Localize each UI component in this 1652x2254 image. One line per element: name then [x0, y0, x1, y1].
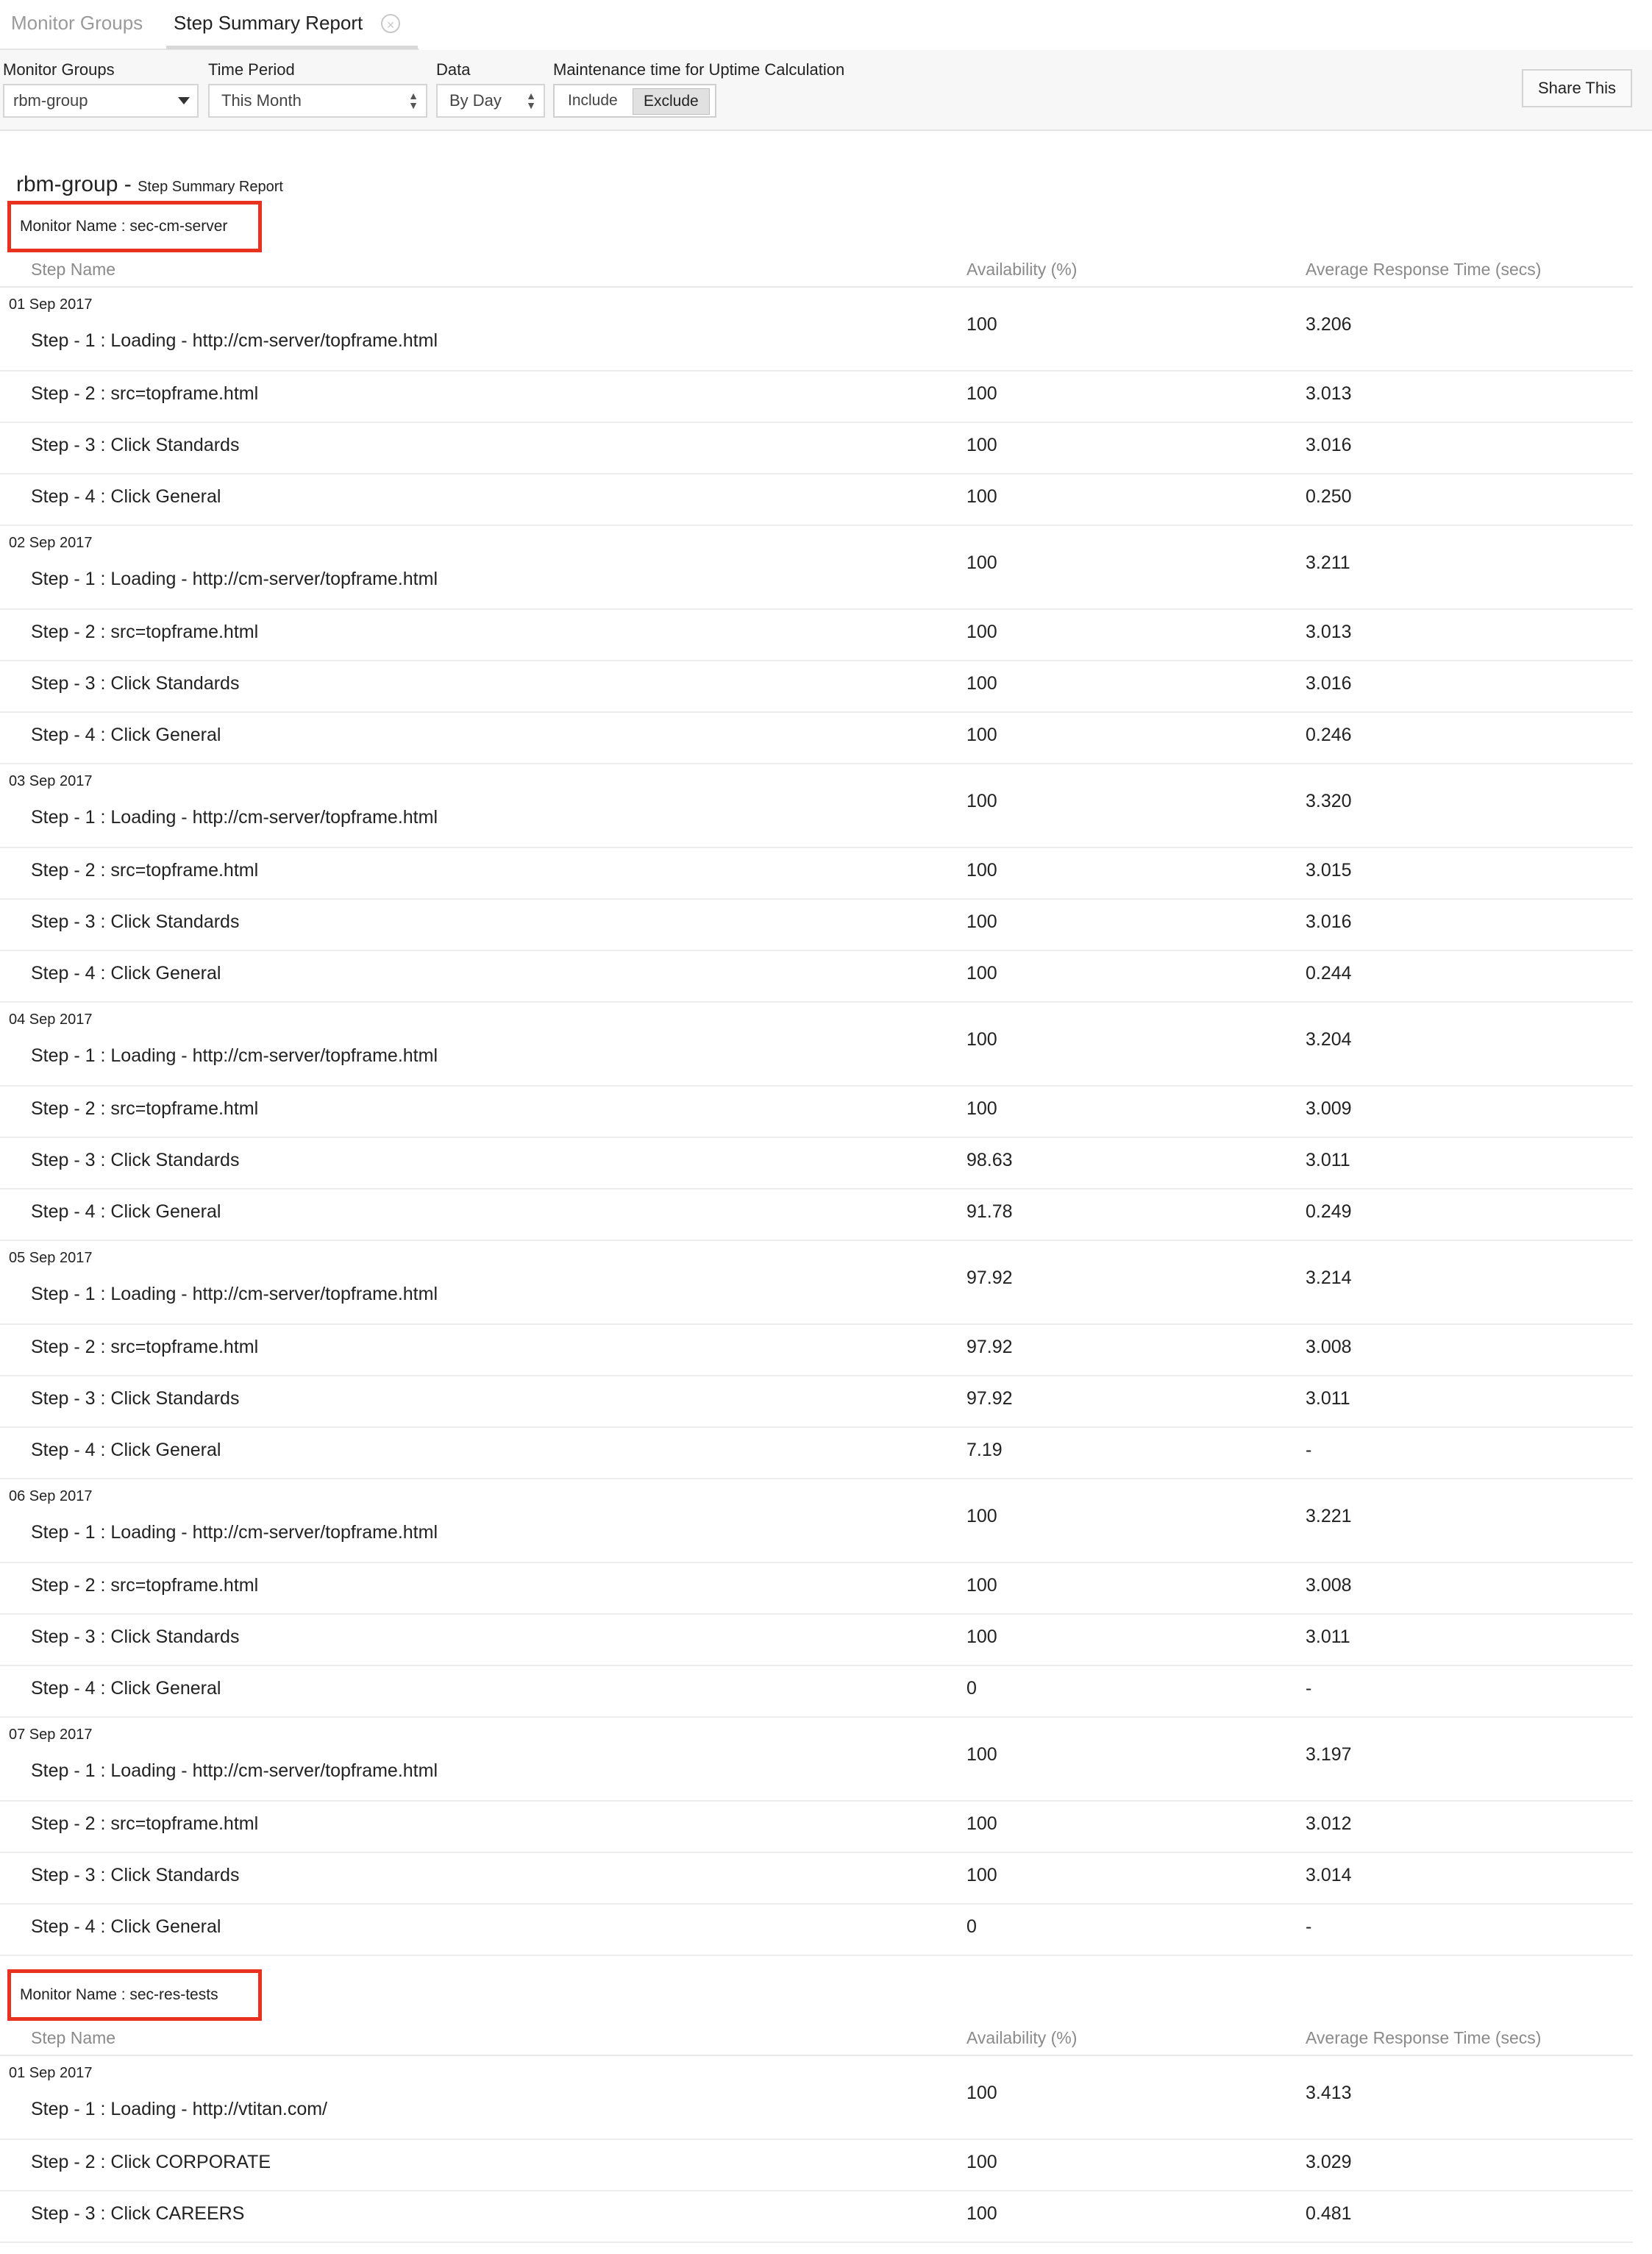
step-name: Step - 2 : src=topframe.html [31, 860, 259, 881]
time-period-select[interactable] [208, 84, 427, 118]
row-date: 04 Sep 2017 [9, 1012, 93, 1028]
step-name: Step - 1 : Loading - http://cm-server/topframe.html [31, 330, 438, 351]
table-row [0, 1323, 1633, 1376]
table-row [0, 286, 1633, 371]
response-time-value: 3.013 [1306, 622, 1352, 642]
monitor-groups-label: Monitor Groups [3, 60, 115, 79]
step-name: Step - 3 : Click Standards [31, 1150, 240, 1170]
availability-value: 0 [966, 1916, 977, 1937]
response-time-value: 0.244 [1306, 963, 1352, 984]
response-time-value: - [1306, 1440, 1312, 1460]
availability-value: 97.92 [966, 1388, 1013, 1409]
table-row [0, 1085, 1633, 1138]
table-row [0, 473, 1633, 526]
response-time-value: 3.029 [1306, 2152, 1352, 2172]
step-name: Step - 4 : Click General [31, 1678, 221, 1699]
report-group-name: rbm-group [16, 172, 118, 196]
step-name: Step - 2 : src=topframe.html [31, 383, 259, 404]
availability-value: 100 [966, 963, 997, 984]
column-header-step-name[interactable]: Step Name [31, 260, 116, 279]
table-row [0, 1426, 1633, 1479]
response-time-value: 3.011 [1306, 1388, 1350, 1409]
column-header-availability[interactable]: Availability (%) [966, 2028, 1078, 2047]
table-row [0, 1800, 1633, 1853]
column-header-response-time[interactable]: Average Response Time (secs) [1306, 2028, 1542, 2047]
step-name: Step - 1 : Loading - http://cm-server/topframe.html [31, 1284, 438, 1304]
response-time-value: 0.249 [1306, 1201, 1352, 1222]
response-time-value: - [1306, 1916, 1312, 1937]
table-row [0, 608, 1633, 661]
row-date: 01 Sep 2017 [9, 296, 93, 313]
availability-value: 7.19 [966, 1440, 1003, 1460]
table-row [0, 898, 1633, 951]
availability-value: 100 [966, 1098, 997, 1119]
column-header-availability[interactable]: Availability (%) [966, 260, 1078, 279]
availability-value: 100 [966, 725, 997, 745]
response-time-value: 3.016 [1306, 911, 1352, 932]
table-row [0, 2055, 1633, 2140]
response-time-value: 3.008 [1306, 1337, 1352, 1357]
table-row [0, 847, 1633, 900]
time-period-value: This Month [221, 91, 302, 110]
response-time-value: 3.206 [1306, 314, 1352, 335]
table-row [0, 2139, 1633, 2191]
availability-value: 100 [966, 1626, 997, 1647]
response-time-value: 3.197 [1306, 1744, 1352, 1765]
availability-value: 100 [966, 673, 997, 694]
table-row [0, 1188, 1633, 1241]
column-header-response-time[interactable]: Average Response Time (secs) [1306, 260, 1542, 279]
exclude-option[interactable]: Exclude [633, 88, 710, 115]
response-time-value: 0.246 [1306, 725, 1352, 745]
response-time-value: 0.250 [1306, 486, 1352, 507]
availability-value: 100 [966, 435, 997, 455]
response-time-value: 3.016 [1306, 673, 1352, 694]
response-time-value: 3.008 [1306, 1575, 1352, 1596]
response-time-value: 3.009 [1306, 1098, 1352, 1119]
availability-value: 100 [966, 552, 997, 573]
step-name: Step - 4 : Click General [31, 1440, 221, 1460]
step-name: Step - 2 : src=topframe.html [31, 622, 259, 642]
monitor-name-label: Monitor Name : sec-res-tests [20, 1986, 218, 2003]
step-name: Step - 1 : Loading - http://cm-server/topframe.html [31, 1760, 438, 1781]
availability-value: 100 [966, 791, 997, 811]
response-time-value: 3.015 [1306, 860, 1352, 881]
availability-value: 100 [966, 860, 997, 881]
table-row [0, 711, 1633, 764]
table-row [0, 1903, 1633, 1956]
step-name: Step - 2 : src=topframe.html [31, 1098, 259, 1119]
response-time-value: 3.214 [1306, 1268, 1352, 1288]
table-row [0, 1665, 1633, 1718]
step-name: Step - 3 : Click Standards [31, 1865, 240, 1885]
step-name: Step - 3 : Click CAREERS [31, 2203, 245, 2224]
step-name: Step - 3 : Click Standards [31, 435, 240, 455]
response-time-value: 3.011 [1306, 1150, 1350, 1170]
step-name: Step - 3 : Click Standards [31, 673, 240, 694]
response-time-value: 3.320 [1306, 791, 1352, 811]
report-subtitle: Step Summary Report [138, 179, 283, 195]
response-time-value: 3.413 [1306, 2083, 1352, 2103]
response-time-value: 3.204 [1306, 1029, 1352, 1050]
step-name: Step - 4 : Click General [31, 1201, 221, 1222]
step-name: Step - 4 : Click General [31, 1916, 221, 1937]
maintenance-toggle [553, 84, 716, 118]
availability-value: 100 [966, 314, 997, 335]
availability-value: 100 [966, 1575, 997, 1596]
step-name: Step - 3 : Click Standards [31, 1626, 240, 1647]
close-tab-icon[interactable]: × [381, 14, 400, 33]
availability-value: 98.63 [966, 1150, 1013, 1170]
column-header-step-name[interactable]: Step Name [31, 2028, 116, 2047]
table-row [0, 660, 1633, 713]
step-name: Step - 2 : src=topframe.html [31, 1575, 259, 1596]
step-name: Step - 2 : src=topframe.html [31, 1337, 259, 1357]
step-name: Step - 4 : Click General [31, 725, 221, 745]
step-name: Step - 1 : Loading - http://cm-server/topframe.html [31, 1522, 438, 1543]
table-row [0, 763, 1633, 848]
table-header [0, 252, 1633, 288]
row-date: 02 Sep 2017 [9, 535, 93, 551]
table-row [0, 422, 1633, 474]
data-value: By Day [449, 91, 502, 110]
table-row [0, 2190, 1633, 2243]
table-row [0, 1137, 1633, 1190]
step-name: Step - 1 : Loading - http://cm-server/topframe.html [31, 1045, 438, 1066]
availability-value: 97.92 [966, 1268, 1013, 1288]
up-down-arrows-icon: ▲ ▼ [408, 90, 419, 111]
row-date: 03 Sep 2017 [9, 773, 93, 789]
step-name: Step - 1 : Loading - http://cm-server/topframe.html [31, 807, 438, 828]
availability-value: 100 [966, 622, 997, 642]
report-title [16, 172, 283, 197]
availability-value: 100 [966, 2152, 997, 2172]
tab-step-summary-report[interactable]: Step Summary Report [174, 12, 363, 34]
step-name: Step - 4 : Click General [31, 963, 221, 984]
title-separator: - [118, 172, 138, 196]
availability-value: 100 [966, 1813, 997, 1834]
include-option[interactable]: Include [568, 92, 618, 109]
table-row [0, 1478, 1633, 1563]
time-period-label: Time Period [208, 60, 295, 79]
filter-bar [0, 50, 1652, 131]
tab-monitor-groups[interactable]: Monitor Groups [11, 12, 143, 34]
availability-value: 100 [966, 911, 997, 932]
row-date: 05 Sep 2017 [9, 1250, 93, 1266]
availability-value: 97.92 [966, 1337, 1013, 1357]
step-name: Step - 3 : Click Standards [31, 911, 240, 932]
availability-value: 100 [966, 1506, 997, 1526]
response-time-value: 3.012 [1306, 1813, 1352, 1834]
availability-value: 91.78 [966, 1201, 1013, 1222]
maintenance-label: Maintenance time for Uptime Calculation [553, 60, 845, 79]
response-time-value: 3.211 [1306, 552, 1350, 573]
step-name: Step - 2 : src=topframe.html [31, 1813, 259, 1834]
availability-value: 100 [966, 2203, 997, 2224]
response-time-value: 3.013 [1306, 383, 1352, 404]
step-name: Step - 1 : Loading - http://cm-server/topframe.html [31, 569, 438, 589]
table-header [0, 2021, 1633, 2056]
tab-bar [0, 0, 419, 50]
chevron-down-icon [178, 97, 190, 104]
response-time-value: 3.221 [1306, 1506, 1352, 1526]
monitor-name-label: Monitor Name : sec-cm-server [20, 218, 228, 235]
table-row [0, 950, 1633, 1003]
response-time-value: 0.481 [1306, 2203, 1352, 2224]
table-row [0, 370, 1633, 423]
table-row [0, 1240, 1633, 1325]
table-row [0, 1562, 1633, 1615]
active-tab-indicator [166, 46, 418, 49]
row-date: 07 Sep 2017 [9, 1727, 93, 1743]
step-name: Step - 2 : Click CORPORATE [31, 2152, 271, 2172]
availability-value: 100 [966, 2083, 997, 2103]
table-row [0, 1852, 1633, 1905]
availability-value: 100 [966, 1029, 997, 1050]
step-name: Step - 4 : Click General [31, 486, 221, 507]
data-select[interactable] [436, 84, 545, 118]
table-row [0, 1375, 1633, 1428]
step-name: Step - 1 : Loading - http://vtitan.com/ [31, 2099, 327, 2119]
table-row [0, 1613, 1633, 1666]
response-time-value: 3.016 [1306, 435, 1352, 455]
table-row [0, 525, 1633, 610]
up-down-arrows-icon: ▲ ▼ [526, 90, 536, 111]
table-row [0, 1716, 1633, 1802]
row-date: 01 Sep 2017 [9, 2065, 93, 2081]
monitor-groups-select[interactable] [3, 84, 199, 118]
data-label: Data [436, 60, 471, 79]
step-name: Step - 3 : Click Standards [31, 1388, 240, 1409]
response-time-value: - [1306, 1678, 1312, 1699]
availability-value: 100 [966, 383, 997, 404]
availability-value: 100 [966, 1744, 997, 1765]
availability-value: 100 [966, 486, 997, 507]
availability-value: 100 [966, 1865, 997, 1885]
availability-value: 0 [966, 1678, 977, 1699]
monitor-name-box [7, 1969, 262, 2021]
share-button[interactable]: Share This [1522, 69, 1632, 107]
monitor-groups-value: rbm-group [13, 91, 88, 110]
monitor-name-box [7, 201, 262, 252]
table-row [0, 1001, 1633, 1087]
response-time-value: 3.014 [1306, 1865, 1352, 1885]
response-time-value: 3.011 [1306, 1626, 1350, 1647]
row-date: 06 Sep 2017 [9, 1488, 93, 1504]
